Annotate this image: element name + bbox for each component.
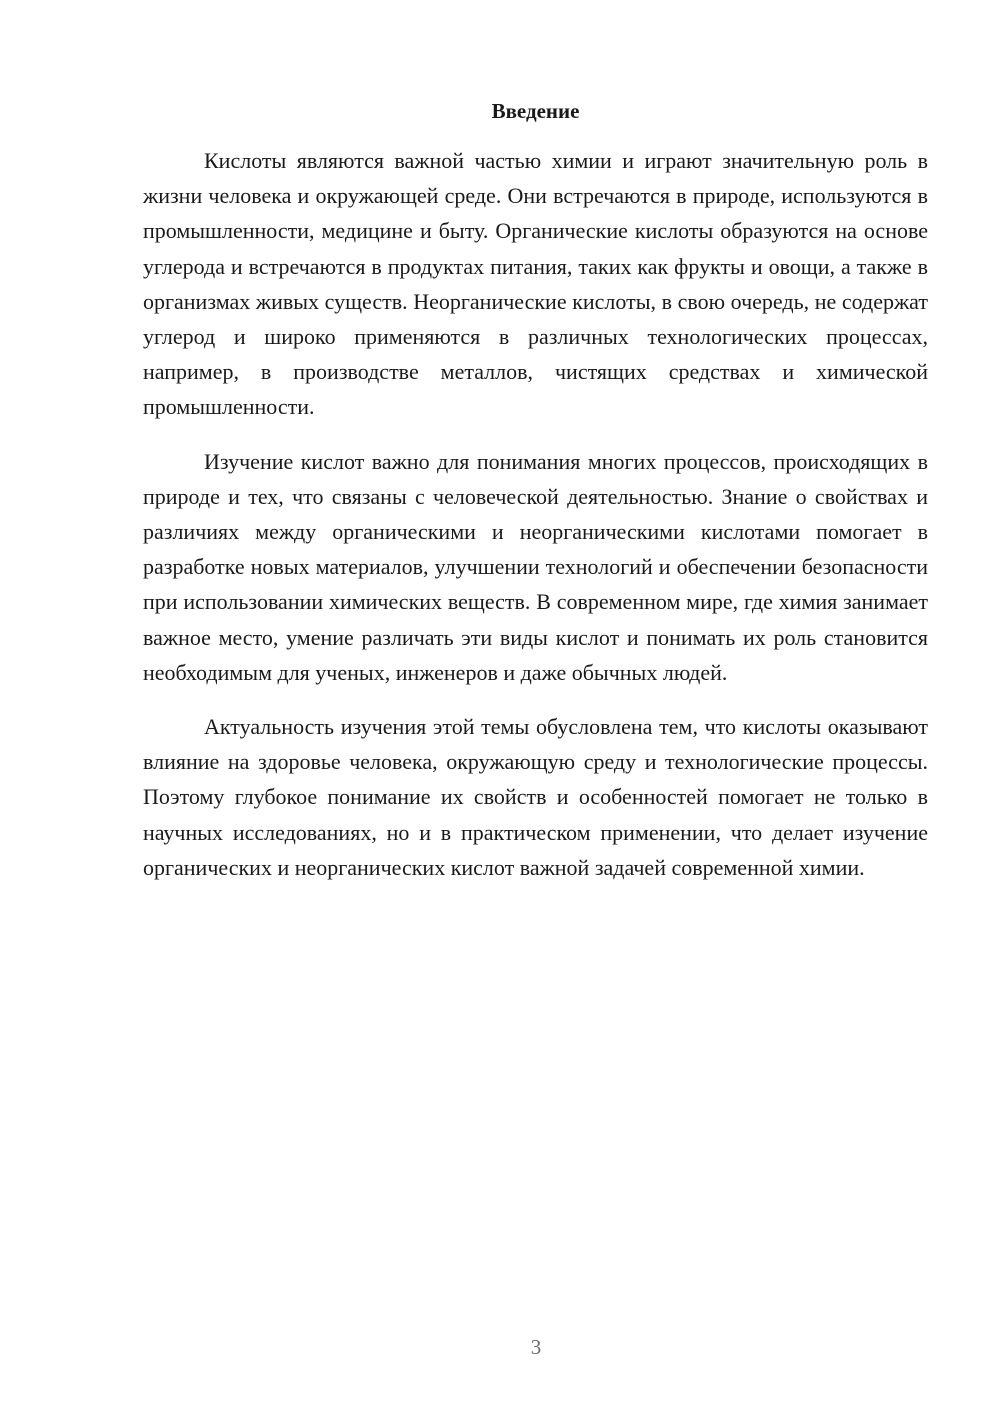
document-body (143, 143, 928, 904)
page-title: Введение (491, 99, 580, 123)
paragraph-3: Актуальность изучения этой темы обусловлена тем, что кислоты оказывают влияние на здоровье человека, окружающую среду и технологические процессы. Поэтому глубокое понимание их свойств и особенностей помогает не только в научных исследованиях, но и в практическом применении, что делает изучение органических и неорганических кислот важной задачей современной химии. (143, 714, 928, 880)
paragraph-1: Кислоты являются важной частью химии и играют значительную роль в жизни человека и окружающей среде. Они встречаются в природе, используются в промышленности, медицине и быту. Органические кислоты образуются на основе углерода и встречаются в продуктах питания, таких как фрукты и овощи, а также в организмах живых существ. Неорганические кислоты, в свою очередь, не содержат углерод и широко применяются в различных технологических процессах, например, в производстве металлов, чистящих средствах и химической промышленности. (143, 148, 928, 420)
paragraph-2: Изучение кислот важно для понимания многих процессов, происходящих в природе и тех, что связаны с человеческой деятельностью. Знание о свойствах и различиях между органическими и неорганическими кислотами помогает в разработке новых материалов, улучшении технологий и обеспечении безопасности при использовании химических веществ. В современном мире, где химия занимает важное место, умение различать эти виды кислот и понимать их роль становится необходимым для ученых, инженеров и даже обычных людей. (143, 448, 928, 685)
page-number: 3 (530, 1335, 542, 1359)
